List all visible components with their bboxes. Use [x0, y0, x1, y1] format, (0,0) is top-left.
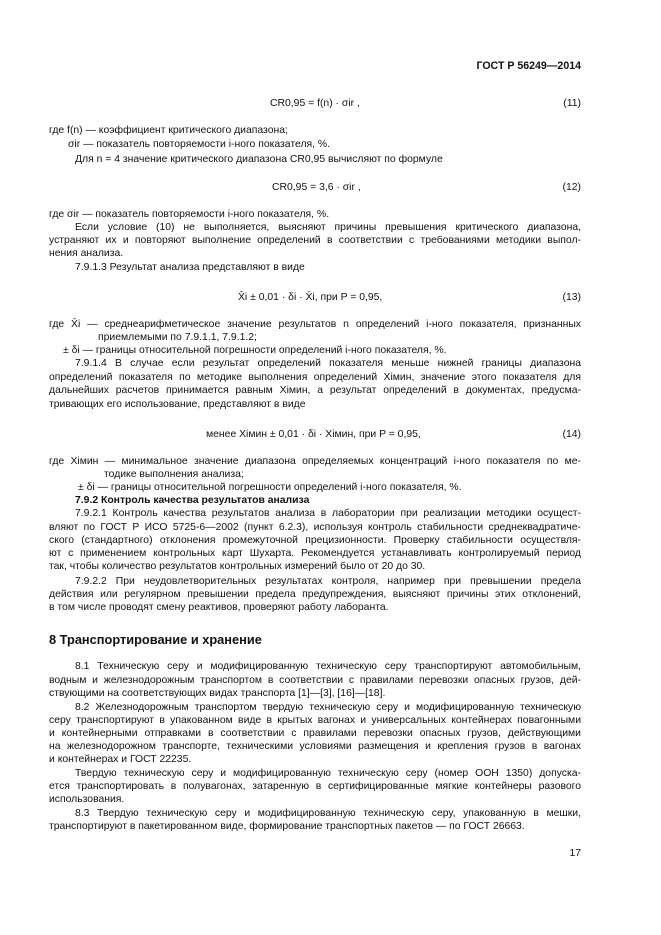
text-line: ского (стандартного) отклонения промежуточной прецизионности. Проверку стабильности осуществля-: [49, 535, 581, 546]
text-line: Для n = 4 значение критического диапазона CR0,95 вычисляют по формуле: [75, 154, 443, 165]
text-line: где X̄i — среднеарифметическое значение результатов n определений i-ного показателя, признанных: [49, 319, 581, 330]
page-number: 17: [569, 848, 581, 859]
formula-14-number: (14): [562, 429, 581, 440]
text-line: ствующими на соответствующих видах транспорта [1]—[3], [16]—[18].: [49, 688, 386, 699]
text-line: 7.9.1.3 Результат анализа представляют в виде: [75, 262, 305, 273]
formula-13: X̄i ± 0,01 · δi · X̄i, при P = 0,95,: [238, 292, 383, 303]
text-line: определений показателя по методике выполнения определений Xiмин, значение этого показателя для: [49, 372, 581, 383]
text-line: и контейнерными отправками в соответствии с правилами перевозки опасных грузов, действующими: [49, 728, 581, 739]
text-line: водным и железнодорожным транспортом в соответствии с правилами перевозки опасных грузов, дей-: [49, 675, 581, 686]
text-line: Если условие (10) не выполняется, выясняют причины превышения критического диапазона,: [75, 222, 581, 233]
text-line: σir — показатель повторяемости i-ного показателя, %.: [68, 139, 331, 150]
text-line: где f(n) — коэффициент критического диапазона;: [49, 125, 288, 136]
text-line: серу транспортируют в упакованном виде в крытых вагонах и универсальных контейнерах повагонными: [49, 715, 581, 726]
text-line: Твердую техническую серу и модифицированную техническую серу (номер ООН 1350) допуска-: [75, 768, 581, 779]
text-line: 7.9.1.4 В случае если результат определений показателя меньше нижней границы диапазона: [75, 358, 581, 369]
text-line: где Xiмин — минимальное значение диапазона определяемых концентраций i-ного показателя по ме-: [49, 456, 581, 467]
formula-14: менее Xiмин ± 0,01 · δi · Xiмин, при P = 0,95,: [206, 429, 421, 440]
text-line: так, чтобы количество результатов контрольных измерений было от 20 до 30.: [49, 561, 426, 572]
text-line: 7.9.2.2 При неудовлетворительных результатах контроля, например при превышении предела: [75, 576, 581, 587]
text-line: нения анализа.: [49, 248, 124, 259]
text-line: и контейнерах и ГОСТ 22235.: [49, 754, 192, 765]
text-line: использования.: [49, 794, 125, 805]
document-header: ГОСТ Р 56249—2014: [476, 60, 581, 72]
formula-12-number: (12): [562, 182, 581, 193]
formula-13-number: (13): [562, 292, 581, 303]
formula-12: CR0,95 = 3,6 · σir ,: [272, 182, 361, 193]
text-line: приемлемыми по 7.9.1.1, 7.9.1.2;: [98, 332, 257, 343]
text-line: ± δi — границы относительной погрешности определений i-ного показателя, %.: [63, 345, 447, 356]
text-line: ется транспортировать в полувагонах, затаренную в сертифицированные мягкие контейнеры разового: [49, 781, 581, 792]
text-line: где σir — показатель повторяемости i-ного показателя, %.: [49, 209, 330, 220]
text-line: 8.2 Железнодорожным транспортом твердую техническую серу и модифицированную техническую: [75, 702, 581, 713]
text-line: на железнодорожном транспорте, техническими условиями размещения и крепления грузов в вагонах: [49, 741, 581, 752]
text-line: устраняют их и повторяют выполнение определений в соответствии с требованиями методики выпол-: [49, 235, 581, 246]
text-line: ± δi — границы относительной погрешности определений i-ного показателя, %.: [78, 482, 462, 493]
text-line: ют с применением контрольных карт Шухарта. Рекомендуется устанавливать контролируемый период: [49, 548, 581, 559]
formula-11-number: (11): [563, 98, 581, 109]
text-line: действия или регулярном превышении предела предупреждения, выясняют причины этих отклонений,: [49, 589, 581, 600]
text-line: 7.9.2.1 Контроль качества результатов анализа в лаборатории при реализации методики осущест-: [75, 508, 581, 519]
text-line: транспортируют в пакетированном виде, формирование транспортных пакетов — по ГОСТ 26663.: [49, 821, 525, 832]
text-line: дальнейших расчетов принимается равным Xiмин, а результат определений в документах, предусма-: [49, 385, 581, 396]
formula-11: CR0,95 = f(n) · σir ,: [270, 98, 360, 109]
text-line: вляют по ГОСТ Р ИСО 5725-6—2002 (пункт 6.2.3), используя контроль стабильности среднеквадратиче-: [49, 522, 581, 533]
text-line: 8.3 Твердую техническую серу и модифицированную техническую серу, упакованную в мешки,: [75, 808, 581, 819]
text-line: тривающих его использование, представляют в виде: [49, 399, 306, 410]
text-line: тодике выполнения анализа;: [104, 469, 244, 480]
section-heading-7-9-2: 7.9.2 Контроль качества результатов анализа: [75, 495, 310, 506]
section-heading-8: 8 Транспортирование и хранение: [49, 632, 262, 647]
text-line: 8.1 Техническую серу и модифицированную техническую серу транспортируют автомобильным,: [75, 661, 581, 672]
text-line: в том числе проводят смену реактивов, проверяют работу лаборанта.: [49, 602, 389, 613]
